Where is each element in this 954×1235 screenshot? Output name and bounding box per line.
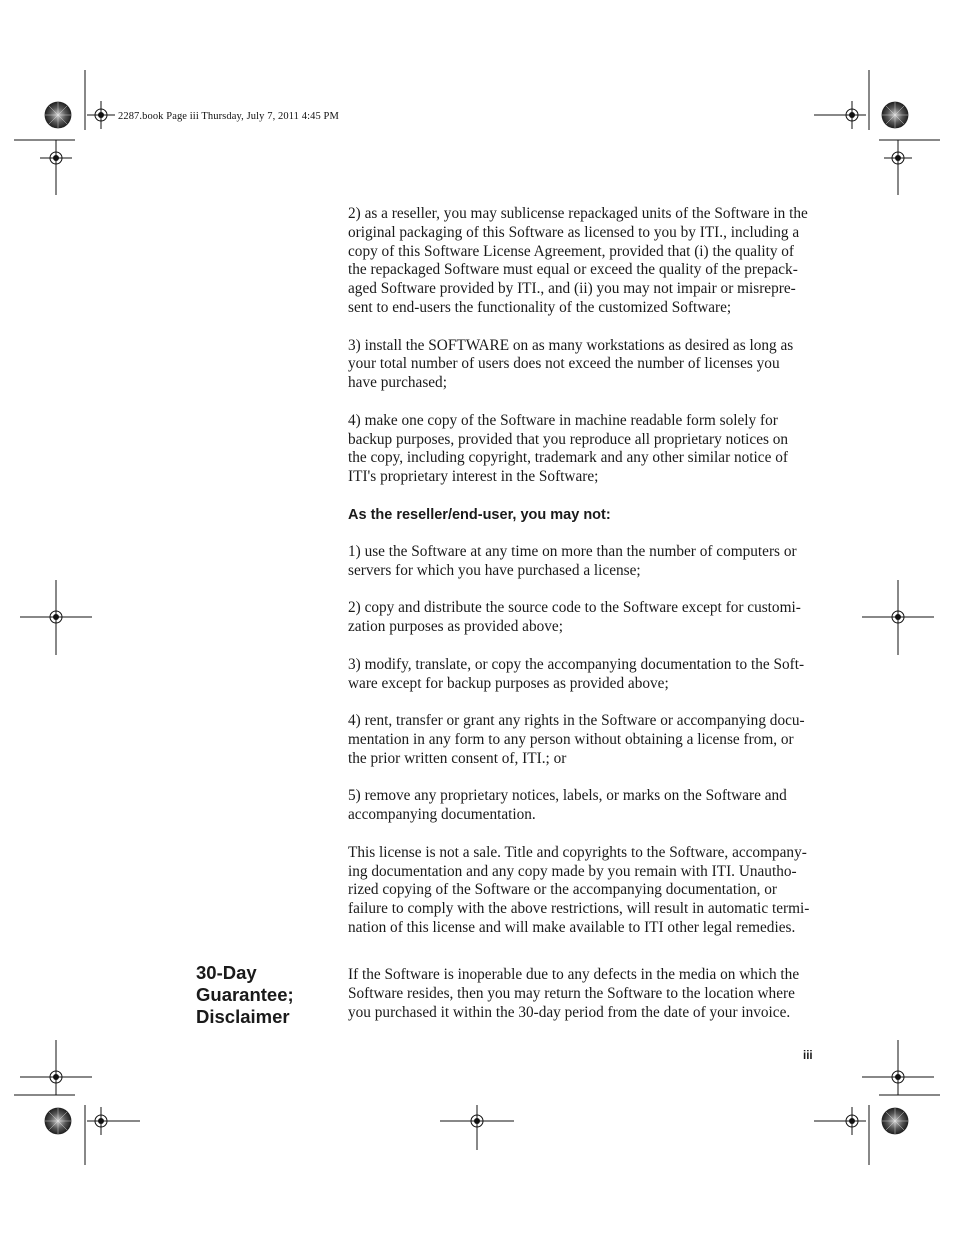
- paragraph-license-not-sale: This license is not a sale. Title and copyrights to the Software, accompany- ing documentation and any copy made by you remain with ITI. Unautho- rized copying of the Software or the accompanying documentation, or failure to comply with the above restrictions, will result in automatic termi- nation of this license and will make available to ITI other legal remedies.: [348, 843, 810, 936]
- color-bar-star-top-left: [45, 102, 71, 128]
- paragraph-restriction-3: 3) modify, translate, or copy the accompanying documentation to the Soft- ware except for backup purposes as provided above;: [348, 655, 805, 692]
- book-header-slug: 2287.book Page iii Thursday, July 7, 2011 4:45 PM: [118, 111, 339, 122]
- page-number: iii: [803, 1050, 813, 1062]
- paragraph-backup-copy: 4) make one copy of the Software in machine readable form solely for backup purposes, provided that you reproduce all proprietary notices on the copy, including copyright, trademark and any other similar notice of ITI's proprietary interest in the Software;: [348, 411, 789, 486]
- color-bar-star-bottom-right: [882, 1108, 908, 1134]
- guarantee-body: [348, 966, 816, 1022]
- color-bar-star-top-right: [882, 102, 908, 128]
- paragraph-guarantee: If the Software is inoperable due to any defects in the media on which the Software resides, then you may return the Software to the location where you purchased it within the 30-day period from the date of your invoice.: [348, 966, 800, 1021]
- color-bar-star-bottom-left: [45, 1108, 71, 1134]
- paragraph-restriction-5: 5) remove any proprietary notices, labels, or marks on the Software and accompanying documentation.: [348, 787, 787, 824]
- paragraph-restriction-1: 1) use the Software at any time on more than the number of computers or servers for which you have purchased a license;: [348, 543, 797, 579]
- guarantee-heading: 30-Day Guarantee; Disclaimer: [196, 962, 294, 1027]
- paragraph-restriction-4: 4) rent, transfer or grant any rights in the Software or accompanying docu- mentation in any form to any person without obtaining a license from, or the prior written consent of, ITI.; or: [348, 712, 805, 767]
- registration-mark-top-left: [87, 101, 115, 129]
- restrictions-body: [348, 543, 816, 938]
- section-subheading: As the reseller/end-user, you may not:: [348, 507, 611, 523]
- paragraph-install-software: 3) install the SOFTWARE on as many workstations as desired as long as your total number of users does not exceed the number of licenses you have purchased;: [348, 336, 794, 392]
- paragraph-restriction-2: 2) copy and distribute the source code to the Software except for customi- zation purposes as provided above;: [348, 599, 801, 636]
- paragraph-reseller-sublicense: 2) as a reseller, you may sublicense repackaged units of the Software in the original packaging of this Software as licensed to you by ITI., including a copy of this Software License Agreement, provided that (i) the quality of the repackaged Software must equal or exceed the quality of the prepack- aged Software provided by ITI., and (ii) you may not impair or misrepre- sent to end-users the functionality of the customized Software;: [348, 205, 808, 316]
- crop-mark-top-right: [869, 70, 940, 140]
- license-body: [348, 205, 816, 487]
